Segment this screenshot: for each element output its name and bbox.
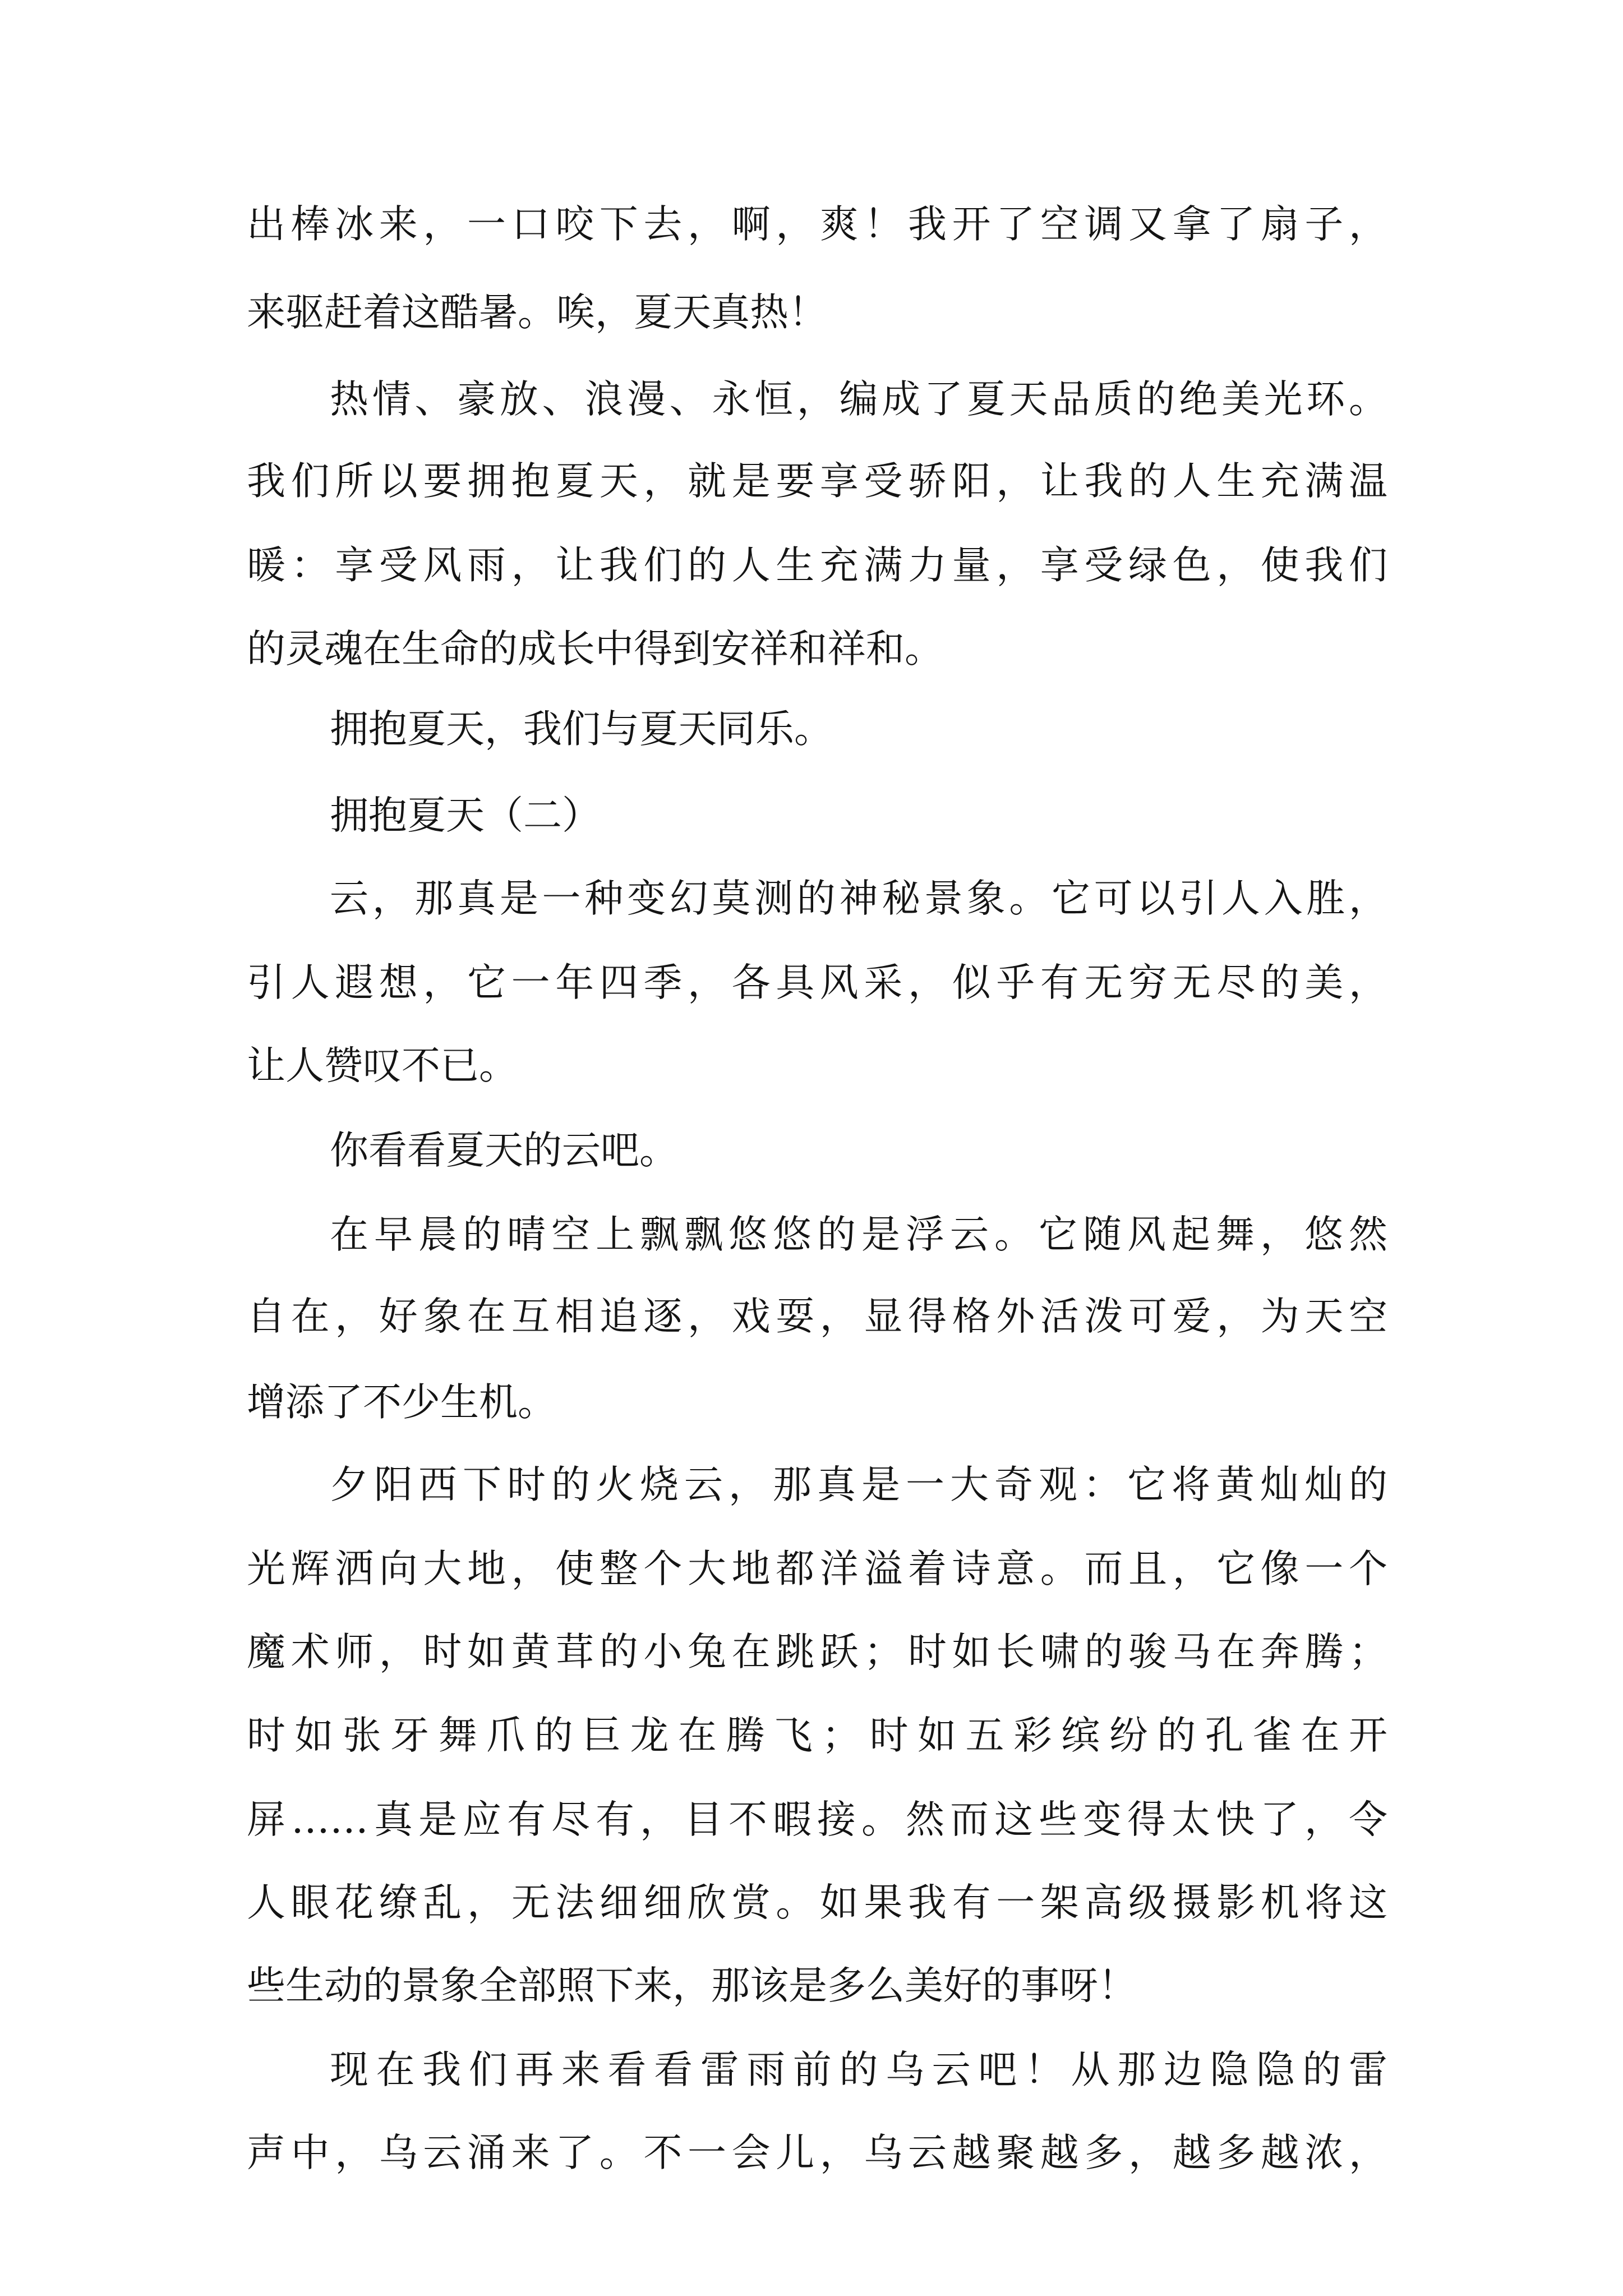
text-line: 增添了不少生机。 bbox=[247, 1380, 556, 1425]
text-line: 引人遐想，它一年四季，各具风采，似乎有无穷无尽的美， bbox=[247, 960, 1387, 1005]
text-line: 的灵魂在生命的成长中得到安祥和祥和。 bbox=[247, 627, 943, 671]
text-line: 出棒冰来，一口咬下去，啊，爽！我开了空调又拿了扇子， bbox=[247, 202, 1387, 247]
text-line: 暖：享受风雨，让我们的人生充满力量，享受绿色，使我们 bbox=[247, 543, 1387, 588]
text-line: 声中，乌云涌来了。不一会儿，乌云越聚越多，越多越浓， bbox=[247, 2131, 1387, 2175]
text-line: 些生动的景象全部照下来，那该是多么美好的事呀！ bbox=[247, 1963, 1137, 2008]
text-line: 人眼花缭乱，无法细细欣赏。如果我有一架高级摄影机将这 bbox=[247, 1880, 1387, 1925]
text-line: 夕阳西下时的火烧云，那真是一大奇观：它将黄灿灿的 bbox=[330, 1462, 1387, 1507]
text-line: 屏……真是应有尽有，目不暇接。然而这些变得太快了，令 bbox=[247, 1797, 1387, 1842]
text-line: 云，那真是一种变幻莫测的神秘景象。它可以引人入胜， bbox=[330, 876, 1387, 921]
text-line: 你看看夏天的云吧。 bbox=[330, 1128, 678, 1173]
text-line: 来驱赶着这酷暑。唉，夏天真热！ bbox=[247, 290, 827, 335]
text-line: 热情、豪放、浪漫、永恒，编成了夏天品质的绝美光环。 bbox=[330, 377, 1387, 422]
text-line: 自在，好象在互相追逐，戏耍，显得格外活泼可爱，为天空 bbox=[247, 1294, 1387, 1339]
section-heading: 拥抱夏天（二） bbox=[330, 793, 601, 838]
text-line: 光辉洒向大地，使整个大地都洋溢着诗意。而且，它像一个 bbox=[247, 1547, 1387, 1591]
text-line: 在早晨的晴空上飘飘悠悠的是浮云。它随风起舞，悠然 bbox=[330, 1212, 1387, 1257]
text-line: 魔术师，时如黄茸的小兔在跳跃；时如长啸的骏马在奔腾； bbox=[247, 1630, 1387, 1674]
text-line: 我们所以要拥抱夏天，就是要享受骄阳，让我的人生充满温 bbox=[247, 459, 1387, 504]
text-line: 现在我们再来看看雷雨前的乌云吧！从那边隐隐的雷 bbox=[330, 2047, 1387, 2092]
text-line: 时如张牙舞爪的巨龙在腾飞；时如五彩缤纷的孔雀在开 bbox=[247, 1713, 1387, 1758]
text-line: 让人赞叹不已。 bbox=[247, 1043, 518, 1088]
text-line: 拥抱夏天，我们与夏天同乐。 bbox=[330, 707, 833, 752]
